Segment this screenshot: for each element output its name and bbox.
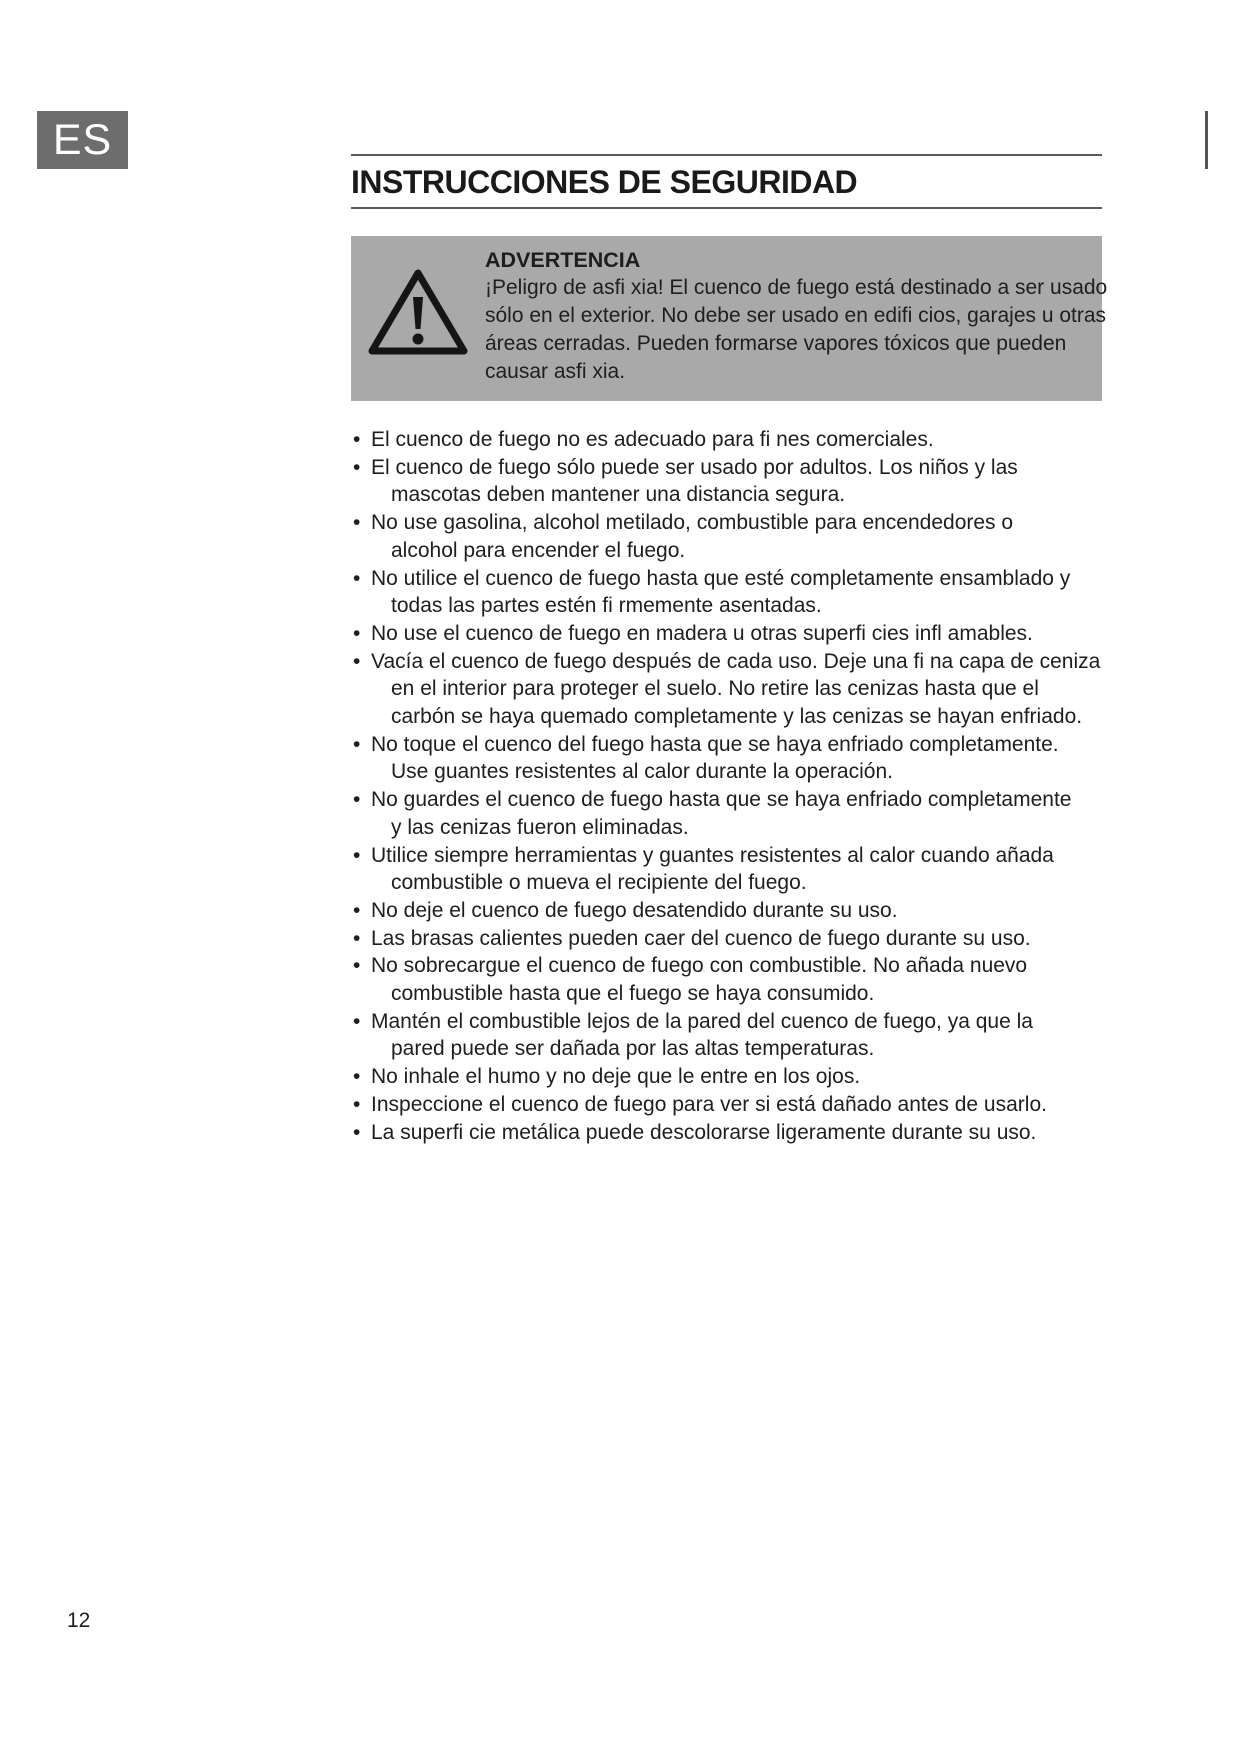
bullet-icon: • xyxy=(353,732,361,756)
bullet-icon: • xyxy=(353,621,361,645)
bullet-icon: • xyxy=(353,455,361,479)
instruction-text: No use gasolina, alcohol metilado, combustible para encendedores o xyxy=(371,511,1014,535)
instruction-text: mascotas deben mantener una distancia segura. xyxy=(391,483,846,507)
instruction-item xyxy=(351,620,1131,648)
instruction-text: No use el cuenco de fuego en madera u otras superfi cies infl amables. xyxy=(371,621,1033,645)
warning-line: sólo en el exterior. No debe ser usado en edifi cios, garajes u otras xyxy=(485,304,1107,327)
instruction-item xyxy=(351,842,1131,897)
bullet-icon: • xyxy=(353,1092,361,1116)
instruction-text: Mantén el combustible lejos de la pared del cuenco de fuego, ya que la xyxy=(371,1009,1033,1033)
instruction-text: No guardes el cuenco de fuego hasta que se haya enfriado completamente xyxy=(371,788,1072,812)
instruction-item xyxy=(351,1063,1131,1091)
bullet-icon: • xyxy=(353,1120,361,1144)
instruction-text: Inspeccione el cuenco de fuego para ver si está dañado antes de usarlo. xyxy=(371,1092,1047,1116)
instruction-item xyxy=(351,925,1131,953)
instruction-item xyxy=(351,731,1131,786)
instruction-text: No utilice el cuenco de fuego hasta que esté completamente ensamblado y xyxy=(371,566,1071,590)
instruction-item xyxy=(351,1008,1131,1063)
instruction-item xyxy=(351,1091,1131,1119)
warning-line: áreas cerradas. Pueden formarse vapores tóxicos que pueden xyxy=(485,332,1067,355)
instruction-text: Use guantes resistentes al calor durante la operación. xyxy=(391,760,893,784)
bullet-icon: • xyxy=(353,649,361,673)
instruction-text: La superfi cie metálica puede descolorarse ligeramente durante su uso. xyxy=(371,1120,1037,1144)
instruction-text: No toque el cuenco del fuego hasta que se haya enfriado completamente. xyxy=(371,732,1059,756)
bullet-icon: • xyxy=(353,1009,361,1033)
instruction-item xyxy=(351,648,1131,731)
bullet-icon: • xyxy=(353,788,361,812)
instruction-text: combustible hasta que el fuego se haya consumido. xyxy=(391,982,875,1006)
page-number: 12 xyxy=(67,1609,91,1632)
instruction-text: No inhale el humo y no deje que le entre en los ojos. xyxy=(371,1065,861,1089)
instruction-text: El cuenco de fuego no es adecuado para fi nes comerciales. xyxy=(371,428,934,451)
instruction-text: alcohol para encender el fuego. xyxy=(391,538,686,562)
instruction-item xyxy=(351,565,1131,620)
bullet-icon: • xyxy=(353,926,361,950)
bullet-icon: • xyxy=(353,843,361,867)
instruction-text: El cuenco de fuego sólo puede ser usado por adultos. Los niños y las xyxy=(371,455,1018,479)
warning-line: causar asfi xia. xyxy=(485,360,626,383)
bullet-icon: • xyxy=(353,566,361,590)
warning-triangle-icon xyxy=(365,265,471,359)
instruction-item xyxy=(351,509,1131,564)
instruction-item xyxy=(351,1119,1131,1147)
instruction-item xyxy=(351,952,1131,1007)
instruction-text: en el interior para proteger el suelo. No retire las cenizas hasta que el xyxy=(391,677,1039,701)
warning-heading: ADVERTENCIA xyxy=(485,248,641,272)
instruction-text: Las brasas calientes pueden caer del cuenco de fuego durante su uso. xyxy=(371,926,1031,950)
safety-instructions-list xyxy=(351,426,1131,1146)
instruction-item xyxy=(351,786,1131,841)
title-rule-bottom xyxy=(351,207,1102,209)
instruction-text: carbón se haya quemado completamente y las cenizas se hayan enfriado. xyxy=(391,705,1083,729)
instruction-text: combustible o mueva el recipiente del fuego. xyxy=(391,871,807,895)
warning-line: ¡Peligro de asfi xia! El cuenco de fuego está destinado a ser usado xyxy=(485,276,1108,299)
bullet-icon: • xyxy=(353,898,361,922)
bullet-icon: • xyxy=(353,428,361,451)
instruction-item xyxy=(351,897,1131,925)
warning-box xyxy=(351,236,1108,401)
instruction-text: pared puede ser dañada por las altas temperaturas. xyxy=(391,1037,875,1061)
warning-text xyxy=(485,246,1125,386)
instruction-text: No sobrecargue el cuenco de fuego con combustible. No añada nuevo xyxy=(371,954,1028,978)
instruction-item xyxy=(351,426,1131,454)
instruction-text: Utilice siempre herramientas y guantes resistentes al calor cuando añada xyxy=(371,843,1054,867)
instruction-text: y las cenizas fueron eliminadas. xyxy=(391,815,689,839)
instruction-text: todas las partes estén fi rmemente asentadas. xyxy=(391,594,822,618)
bullet-icon: • xyxy=(353,1065,361,1089)
bullet-icon: • xyxy=(353,511,361,535)
instruction-text: No deje el cuenco de fuego desatendido durante su uso. xyxy=(371,898,898,922)
language-tab: ES xyxy=(37,111,128,169)
title-rule-top xyxy=(351,154,1102,156)
section-marker xyxy=(1205,111,1208,169)
instruction-item xyxy=(351,454,1131,509)
bullet-icon: • xyxy=(353,954,361,978)
instruction-text: Vacía el cuenco de fuego después de cada uso. Deje una fi na capa de ceniza xyxy=(371,649,1101,673)
page-title: INSTRUCCIONES DE SEGURIDAD xyxy=(351,164,858,200)
